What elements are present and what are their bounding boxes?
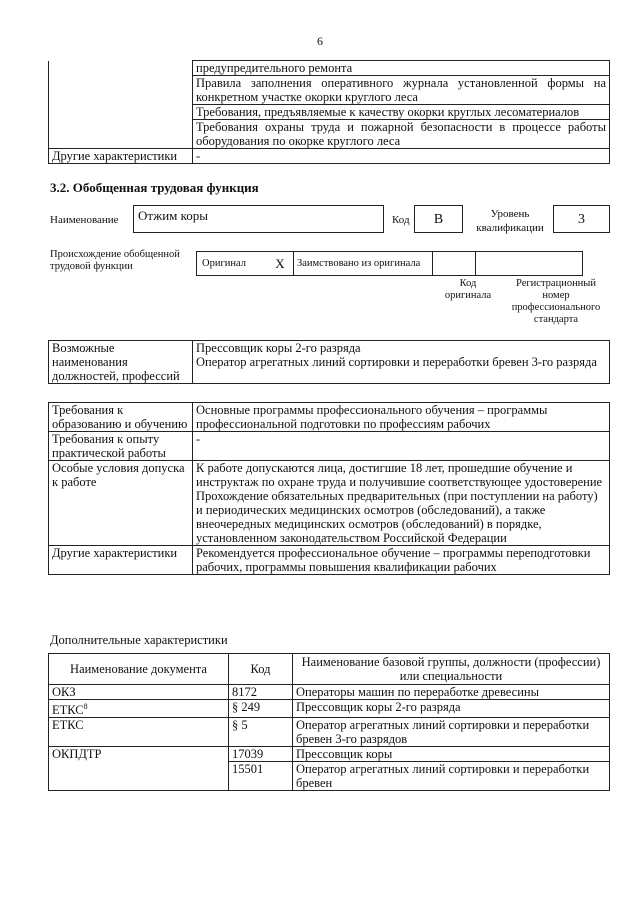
table-row bbox=[49, 718, 610, 747]
name-cell: Оператор агрегатных линий сортировки и переработки бревен bbox=[293, 762, 610, 791]
doc-cell bbox=[49, 700, 229, 718]
name-cell: Прессовщик коры 2-го разряда bbox=[293, 700, 610, 718]
origin-table bbox=[196, 251, 583, 276]
table-row bbox=[49, 76, 610, 105]
table-cell-label: Требования к образованию и обучению bbox=[49, 403, 193, 432]
table-cell-value: - bbox=[193, 149, 610, 164]
doc-cell: ЕТКС bbox=[49, 718, 229, 747]
borrowed-label: Заимствовано из оригинала bbox=[294, 252, 433, 276]
positions-label: Возможные наименования должностей, профессий bbox=[49, 341, 193, 384]
table-cell-label bbox=[49, 76, 193, 105]
header-doc: Наименование документа bbox=[49, 654, 229, 685]
table-row bbox=[49, 149, 610, 164]
table-cell-value: Рекомендуется профессиональное обучение – программы переподготовки рабочих, программы повышения квалификации рабочих bbox=[193, 546, 610, 575]
paragraph: К работе допускаются лица, достигшие 18 лет, прошедшие обучение и инструктаж по охране труда и получившие соответствующее удостоверение bbox=[196, 461, 603, 489]
table-row bbox=[49, 120, 610, 149]
original-mark: Х bbox=[267, 252, 294, 276]
table-cell-label: Требования к опыту практической работы bbox=[49, 432, 193, 461]
table-row bbox=[49, 461, 610, 546]
name-cell: Прессовщик коры bbox=[293, 747, 610, 762]
code-cell: 17039 bbox=[229, 747, 293, 762]
page-number: 6 bbox=[317, 34, 323, 48]
position-line: Прессовщик коры 2-го разряда bbox=[196, 341, 361, 355]
table-cell-label: Другие характеристики bbox=[49, 546, 193, 575]
positions-table bbox=[48, 340, 610, 384]
level-field: 3 bbox=[553, 205, 610, 233]
name-label: Наименование bbox=[50, 214, 119, 226]
name-cell: Операторы машин по переработке древесины bbox=[293, 685, 610, 700]
code-cell: 8172 bbox=[229, 685, 293, 700]
table-row bbox=[49, 403, 610, 432]
table-cell-value: Требования, предъявляемые к качеству окорки круглых лесоматериалов bbox=[193, 105, 610, 120]
code-label: Код bbox=[392, 214, 410, 226]
code-cell: 15501 bbox=[229, 762, 293, 791]
table-cell-label bbox=[49, 105, 193, 120]
positions-value bbox=[193, 341, 610, 384]
additional-title: Дополнительные характеристики bbox=[50, 633, 228, 647]
code-original-cell bbox=[433, 252, 476, 276]
table-row bbox=[49, 341, 610, 384]
doc-cell: ОКЗ bbox=[49, 685, 229, 700]
table-row bbox=[197, 252, 583, 276]
doc-text: ЕТКС bbox=[52, 703, 84, 718]
table-row bbox=[49, 700, 610, 718]
table-row bbox=[49, 432, 610, 461]
section-title: 3.2. Обобщенная трудовая функция bbox=[50, 180, 259, 195]
additional-table bbox=[48, 653, 610, 791]
table-row bbox=[49, 105, 610, 120]
doc-cell: ОКПДТР bbox=[49, 747, 229, 762]
table-row bbox=[49, 762, 610, 791]
table-cell-label: Особые условия допуска к работе bbox=[49, 461, 193, 546]
reg-number-cell bbox=[476, 252, 583, 276]
level-label: Уровень квалификации bbox=[476, 208, 544, 234]
position-line: Оператор агрегатных линий сортировки и переработки бревен 3-го разряда bbox=[196, 355, 597, 369]
table-cell-value: - bbox=[193, 432, 610, 461]
header-name: Наименование базовой группы, должности (профессии) или специальности bbox=[293, 654, 610, 685]
code-cell: § 5 bbox=[229, 718, 293, 747]
table-row bbox=[49, 546, 610, 575]
table-cell-label bbox=[49, 120, 193, 149]
table-cell-label: Другие характеристики bbox=[49, 149, 193, 164]
table-cell-value bbox=[193, 461, 610, 546]
requirements-table bbox=[48, 402, 610, 575]
footnote-mark: 8 bbox=[83, 702, 88, 711]
table-row bbox=[49, 747, 610, 762]
origin-label: Происхождение обобщенной трудовой функции bbox=[50, 249, 180, 272]
top-characteristics-table bbox=[48, 60, 610, 164]
original-label: Оригинал bbox=[197, 252, 268, 276]
name-cell: Оператор агрегатных линий сортировки и переработки бревен 3-го разрядов bbox=[293, 718, 610, 747]
table-header-row bbox=[49, 654, 610, 685]
doc-cell bbox=[49, 762, 229, 791]
function-name-field: Отжим коры bbox=[133, 205, 384, 233]
table-cell-value: Требования охраны труда и пожарной безопасности в процессе работы оборудования по окорке круглого леса bbox=[193, 120, 610, 149]
table-row bbox=[49, 685, 610, 700]
code-cell: § 249 bbox=[229, 700, 293, 718]
reg-number-caption: Регистрационный номер профессионального стандарта bbox=[511, 278, 601, 325]
table-cell-value: Правила заполнения оперативного журнала установленной формы на конкретном участке окорки круглого леса bbox=[193, 76, 610, 105]
table-row bbox=[49, 61, 610, 76]
header-code: Код bbox=[229, 654, 293, 685]
table-cell-value: предупредительного ремонта bbox=[193, 61, 610, 76]
code-original-caption: Код оригинала bbox=[444, 278, 492, 301]
table-cell-value: Основные программы профессионального обучения – программы профессиональной подготовки по профессиям рабочих bbox=[193, 403, 610, 432]
table-cell-label bbox=[49, 61, 193, 76]
code-field: В bbox=[414, 205, 463, 233]
paragraph: Прохождение обязательных предварительных (при поступлении на работу) и периодических медицинских осмотров (обследований), а также внеочередных медицинских осмотров (обследований) в порядке, установленном законодательством Российской Федерации bbox=[196, 489, 598, 545]
